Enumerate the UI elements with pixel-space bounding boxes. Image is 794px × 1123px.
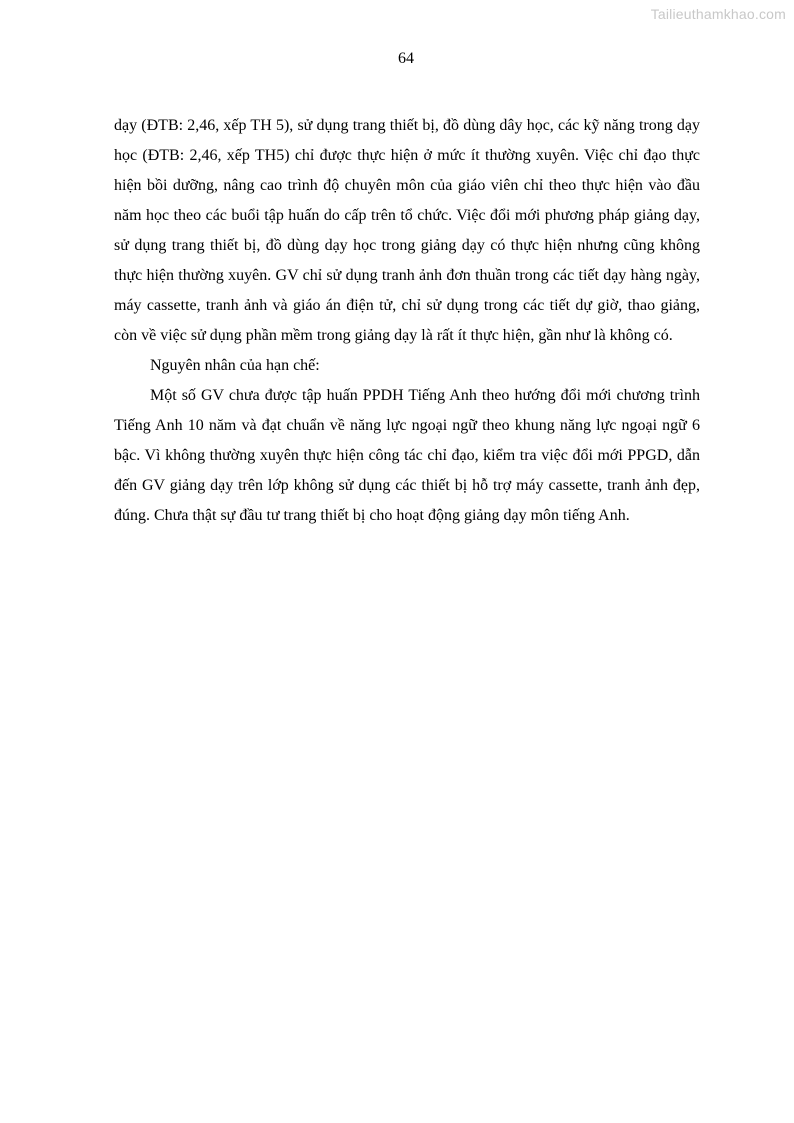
page-number: 64 bbox=[398, 50, 414, 67]
document-body bbox=[114, 111, 700, 531]
paragraph-continuation: dạy (ĐTB: 2,46, xếp TH 5), sử dụng trang thiết bị, đồ dùng dây học, các kỹ năng trong dạy học (ĐTB: 2,46, xếp TH5) chỉ được thực hiện ở mức ít thường xuyên. Việc chỉ đạo thực hiện bồi dưỡng, nâng cao trình độ chuyên môn của giáo viên chỉ theo thực hiện vào đầu năm học theo các buổi tập huấn do cấp trên tổ chức. Việc đổi mới phương pháp giảng dạy, sử dụng trang thiết bị, đồ dùng dạy học trong giảng dạy có thực hiện nhưng cũng không thực hiện thường xuyên. GV chỉ sử dụng tranh ảnh đơn thuần trong các tiết dạy hàng ngày, máy cassette, tranh ảnh và giáo án điện tử, chỉ sử dụng trong các tiết dự giờ, thao giảng, còn về việc sử dụng phần mềm trong giảng dạy là rất ít thực hiện, gần như là không có. bbox=[114, 117, 700, 344]
paragraph-heading-causes: Nguyên nhân của hạn chế: bbox=[150, 357, 320, 374]
watermark: Tailieuthamkhao.com bbox=[650, 6, 786, 22]
paragraph-causes: Một số GV chưa được tập huấn PPDH Tiếng Anh theo hướng đổi mới chương trình Tiếng Anh 10 năm và đạt chuẩn về năng lực ngoại ngữ theo khung năng lực ngoại ngữ 6 bậc. Vì không thường xuyên thực hiện công tác chỉ đạo, kiểm tra việc đổi mới PPGD, dẫn đến GV giảng dạy trên lớp không sử dụng các thiết bị hỗ trợ máy cassette, tranh ảnh đẹp, đúng. Chưa thật sự đầu tư trang thiết bị cho hoạt động giảng dạy môn tiếng Anh. bbox=[114, 387, 700, 524]
